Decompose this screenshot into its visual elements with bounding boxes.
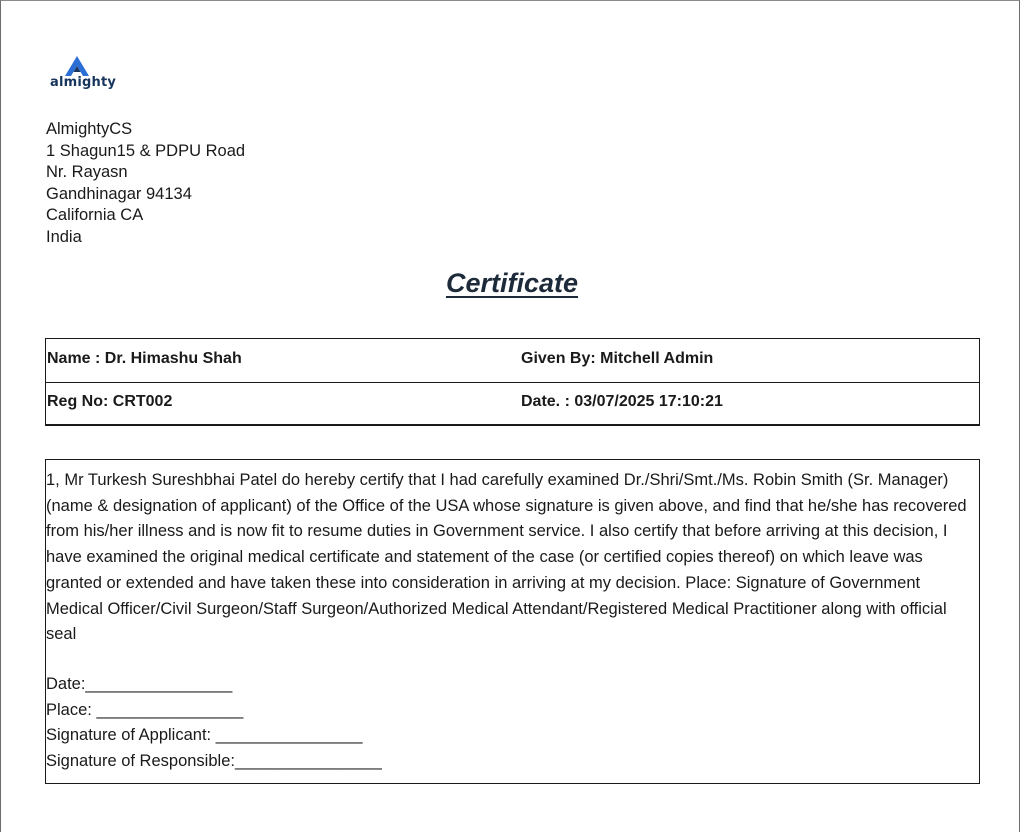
issue-date: Date. : 03/07/2025 17:10:21	[521, 393, 723, 410]
address-line: AlmightyCS	[46, 120, 133, 138]
details-row	[46, 382, 979, 425]
date-field: Date:________________	[46, 675, 233, 693]
certificate-title: Certificate	[445, 268, 579, 298]
address-line: 1 Shagun15 & PDPU Road	[46, 141, 246, 160]
certificate-body	[45, 459, 980, 784]
place-field: Place: ________________	[46, 700, 244, 719]
details-row	[46, 339, 979, 383]
responsible-signature-field: Signature of Responsible:________________	[46, 752, 382, 771]
address-line: Gandhinagar 94134	[46, 184, 192, 203]
signature-fields	[46, 672, 382, 775]
company-logo	[50, 55, 117, 95]
logo-text: almighty	[50, 75, 117, 90]
details-table	[45, 338, 980, 426]
address-line: California CA	[46, 206, 144, 225]
recipient-name: Name : Dr. Himashu Shah	[47, 350, 242, 367]
almighty-logo-mark-icon	[64, 55, 90, 77]
company-address	[46, 119, 245, 249]
address-line: Nr. Rayasn	[46, 163, 128, 182]
registration-number: Reg No: CRT002	[47, 393, 173, 410]
applicant-signature-field: Signature of Applicant: ________________	[46, 726, 363, 745]
given-by: Given By: Mitchell Admin	[521, 350, 714, 367]
address-line: India	[46, 227, 82, 246]
certification-statement: 1, Mr Turkesh Sureshbhai Patel do hereby certify that I had carefully examined Dr./Shri/Smt./Ms. Robin Smith (Sr. Manager) (name & designation of applicant) of the Office of the USA whose signature is given above, and find that he/she has recovered from his/her illness and is now fit to resume duties in Government service. I also certify that before arriving at this decision, I have examined the original medical certificate and statement of the case (or certified copies thereof) on which leave was granted or extended and have taken these into consideration in arriving at my decision. Place: Signature of Government Medical Officer/Civil Surgeon/Staff Surgeon/Authorized Medical Attendant/Registered Medical Practitioner along with official seal	[46, 471, 967, 644]
